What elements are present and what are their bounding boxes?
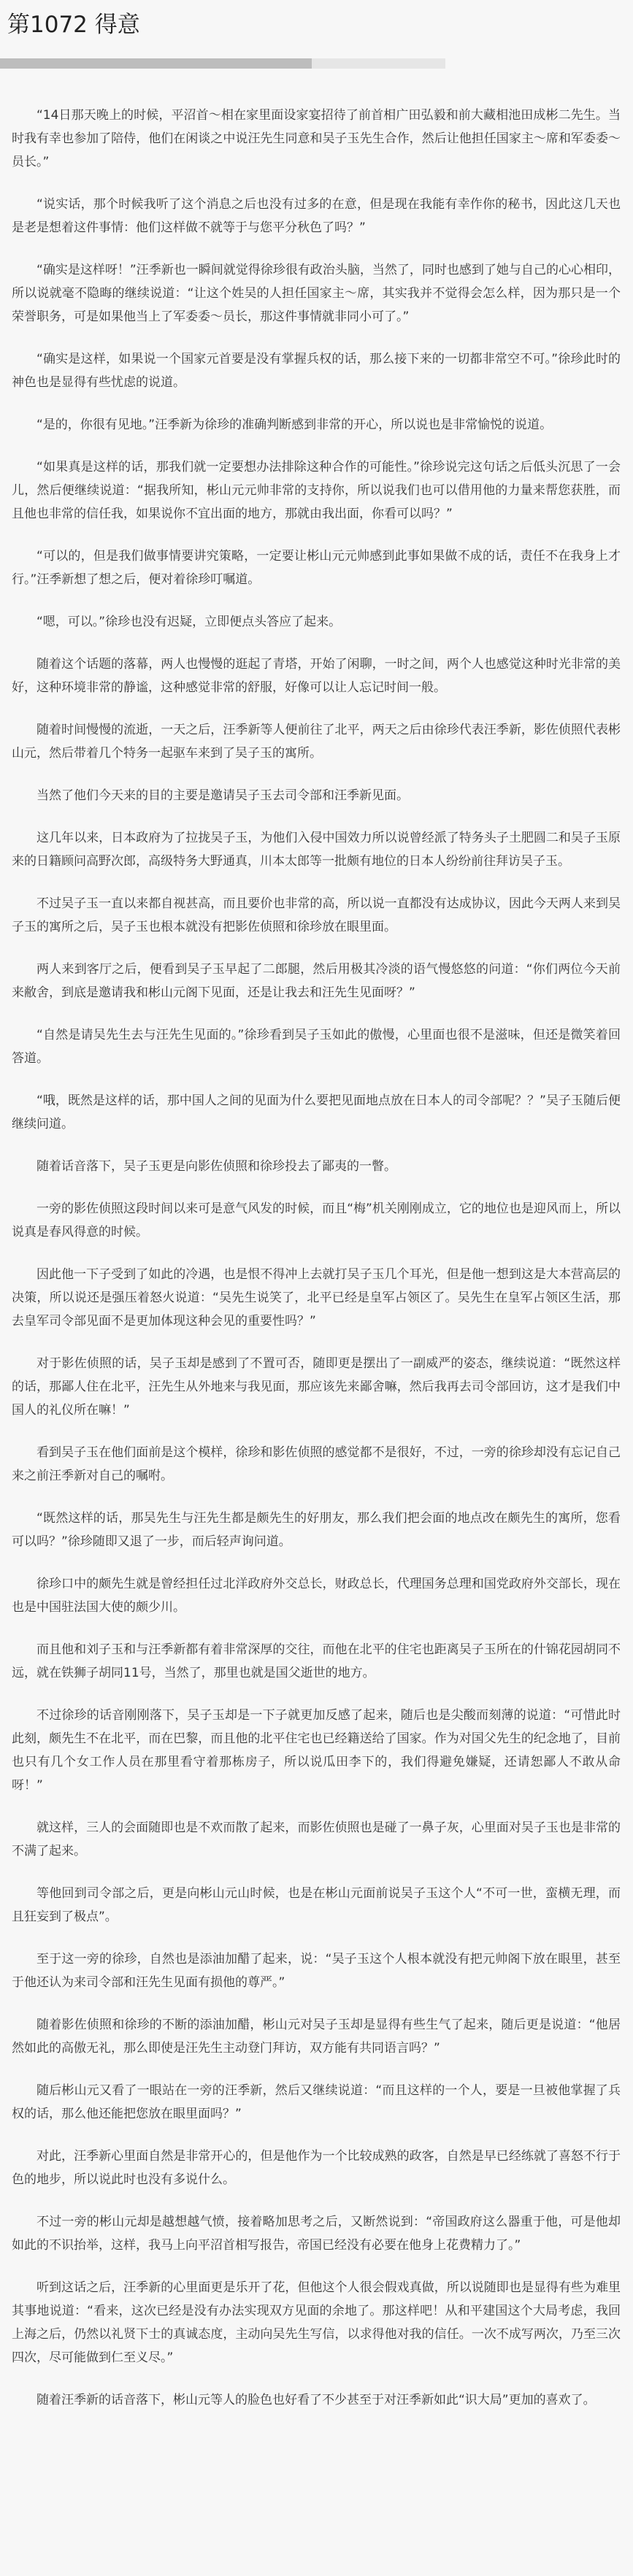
paragraph: “14日那天晚上的时候，平沼首～相在家里面设家宴招待了前首相广田弘毅和前大藏相池田成彬二先生。当时我有幸也参加了陪侍，他们在闲谈之中说汪先生同意和吴子玉先生合作，然后让他担任国家主～席和军委委～员长。”: [12, 108, 621, 169]
paragraph: 随着这个话题的落幕，两人也慢慢的逛起了青塔，开始了闲聊，一时之间，两个人也感觉这种时光非常的美好，这种环境非常的静谧，这种感觉非常的舒服，好像可以让人忘记时间一般。: [12, 657, 621, 695]
paragraph: “说实话，那个时候我听了这个消息之后也没有过多的在意，但是现在我能有幸作你的秘书，因此这几天也是老是想着这件事情：他们这样做不就等于与您平分秋色了吗？”: [12, 197, 621, 235]
paragraph: “嗯，可以。”徐珍也没有迟疑，立即便点头答应了起来。: [37, 615, 342, 629]
paragraph: “既然这样的话，那吴先生与汪先生都是颇先生的好朋友，那么我们把会面的地点改在颇先生的寓所，您看可以吗？”徐珍随即又退了一步，而后轻声询问道。: [12, 1511, 621, 1549]
paragraph: “如果真是这样的话，那我们就一定要想办法排除这种合作的可能性。”徐珍说完这句话之后低头沉思了一会儿，然后便继续说道：“据我所知，彬山元元帅非常的支持你，所以说我们也可以借用他的力量来帮您获胜，而且他也非常的信任我，如果说你不宜出面的地方，那就由我出面，你看可以吗？”: [12, 460, 621, 521]
paragraph: 因此他一下子受到了如此的冷遇，也是恨不得冲上去就打吴子玉几个耳光，但是他一想到这是大本营高层的决策，所以说还是强压着怒火说道：“吴先生说笑了，北平已经是皇军占领区了。吴先生在皇军占领区生活，那去皇军司令部见面不是更加体现这种会见的重要性吗？”: [12, 1267, 621, 1329]
paragraph: 看到吴子玉在他们面前是这个模样，徐珍和影佐侦照的感觉都不是很好，不过，一旁的徐珍却没有忘记自己来之前汪季新对自己的嘱咐。: [12, 1445, 621, 1483]
paragraph: “自然是请吴先生去与汪先生见面的。”徐珍看到吴子玉如此的傲慢，心里面也很不是滋味，但还是微笑着回答道。: [12, 1028, 621, 1066]
paragraph: 听到这话之后，汪季新的心里面更是乐开了花，但他这个人很会假戏真做，所以说随即也是显得有些为难里其事地说道：“看来，这次已经是没有办法实现双方见面的余地了。那这样吧！从和平建国这个大局考虑，我回上海之后，仍然以礼贤下士的真诚态度，主动向吴先生写信，以求得他对我的信任。一次不成写两次，乃至三次四次，尽可能做到仁至义尽。”: [12, 2280, 621, 2365]
paragraph: 这几年以来，日本政府为了拉拢吴子玉，为他们入侵中国效力所以说曾经派了特务头子土肥圆二和吴子玉原来的日籍顾问高野次郎，高级特务大野通真，川本太郎等一批颇有地位的日本人纷纷前往拜访吴子玉。: [12, 831, 621, 869]
chapter-content: [12, 104, 621, 2431]
paragraph: 当然了他们今天来的目的主要是邀请吴子玉去司令部和汪季新见面。: [37, 788, 409, 803]
paragraph: 就这样，三人的会面随即也是不欢而散了起来，而影佐侦照也是碰了一鼻子灰，心里面对吴子玉也是非常的不满了起来。: [12, 1820, 621, 1858]
paragraph: 对于影佐侦照的话，吴子玉却是感到了不置可否，随即更是摆出了一副威严的姿态，继续说道：“既然这样的话，那鄙人住在北平，汪先生从外地来与我见面，那应该先来鄙舍嘛，然后我再去司令部回访，这才是我们中国人的礼仪所在嘛！”: [12, 1356, 621, 1418]
paragraph: 随着汪季新的话音落下，彬山元等人的脸色也好看了不少甚至于对汪季新如此“识大局”更加的喜欢了。: [37, 2393, 596, 2407]
paragraph: 不过徐珍的话音刚刚落下，吴子玉却是一下子就更加反感了起来，随后也是尖酸而刻薄的说道：“可惜此时此刻，颇先生不在北平，而在巴黎，而且他的北平住宅也已经籍送给了国家。作为对国父先生的纪念地了，目前也只有几个女工作人员在那里看守着那栋房子，所以说瓜田李下的，我们得避免嫌疑，还请恕鄙人不敢从命呀！”: [12, 1708, 621, 1793]
paragraph: “确实是这样，如果说一个国家元首要是没有掌握兵权的话，那么接下来的一切都非常空不可。”徐珍此时的神色也是显得有些忧虑的说道。: [12, 352, 621, 390]
paragraph: “哦，既然是这样的话，那中国人之间的见面为什么要把见面地点放在日本人的司令部呢？？”吴子玉随后便继续问道。: [12, 1093, 621, 1131]
paragraph: 不过吴子玉一直以来都自视甚高，而且要价也非常的高，所以说一直都没有达成协议，因此今天两人来到吴子玉的寓所之后，吴子玉也根本就没有把影佐侦照和徐珍放在眼里面。: [12, 896, 621, 934]
paragraph: 两人来到客厅之后，便看到吴子玉早起了二郎腿，然后用极其冷淡的语气慢悠悠的问道：“你们两位今天前来敝舍，到底是邀请我和彬山元阁下见面，还是让我去和汪先生见面呀？”: [12, 962, 621, 1000]
paragraph: “确实是这样呀！”汪季新也一瞬间就觉得徐珍很有政治头脑，当然了，同时也感到了她与自己的心心相印，所以说就毫不隐晦的继续说道：“让这个姓吴的人担任国家主～席，其实我并不觉得会怎么样，因为那只是一个荣誉职务，可是如果他当上了军委委～员长，那这件事情就非同小可了。”: [12, 263, 621, 324]
paragraph: 随后彬山元又看了一眼站在一旁的汪季新，然后又继续说道：“而且这样的一个人，要是一旦被他掌握了兵权的话，那么他还能把您放在眼里面吗？”: [12, 2083, 621, 2121]
reading-progress-fill: [0, 58, 312, 69]
paragraph: 而且他和刘子玉和与汪季新都有着非常深厚的交往，而他在北平的住宅也距离吴子玉所在的什锦花园胡同不远，就在铁狮子胡同11号，当然了，那里也就是国父逝世的地方。: [12, 1642, 621, 1680]
paragraph: 不过一旁的彬山元却是越想越气愤，接着略加思考之后，又断然说到：“帝国政府这么器重于他，可是他却如此的不识抬举，这样，我马上向平沼首相写报告，帝国已经没有必要在他身上花费精力了。”: [12, 2215, 621, 2253]
paragraph: “可以的，但是我们做事情要讲究策略，一定要让彬山元元帅感到此事如果做不成的话，责任不在我身上才行。”汪季新想了想之后，便对着徐珍叮嘱道。: [12, 549, 621, 587]
paragraph: 等他回到司令部之后，更是向彬山元山时候，也是在彬山元面前说吴子玉这个人“不可一世，蛮横无理，而且狂妄到了极点”。: [12, 1886, 621, 1924]
paragraph: 随着时间慢慢的流逝，一天之后，汪季新等人便前往了北平，两天之后由徐珍代表汪季新，影佐侦照代表彬山元，然后带着几个特务一起驱车来到了吴子玉的寓所。: [12, 723, 621, 761]
chapter-title: 第1072 得意: [7, 12, 140, 38]
paragraph: 至于这一旁的徐珍，自然也是添油加醋了起来，说：“吴子玉这个人根本就没有把元帅阁下放在眼里，甚至于他还认为来司令部和汪先生见面有损他的尊严。”: [12, 1952, 621, 1990]
reading-progress-bar: [0, 58, 445, 69]
paragraph: “是的，你很有见地。”汪季新为徐珍的准确判断感到非常的开心，所以说也是非常愉悦的说道。: [37, 418, 553, 432]
paragraph: 随着话音落下，吴子玉更是向影佐侦照和徐珍投去了鄙夷的一瞥。: [37, 1159, 396, 1174]
paragraph: 随着影佐侦照和徐珍的不断的添油加醋，彬山元对吴子玉却是显得有些生气了起来，随后更是说道：“他居然如此的高傲无礼，那么即使是汪先生主动登门拜访，双方能有共同语言吗？”: [12, 2018, 621, 2056]
paragraph: 对此，汪季新心里面自然是非常开心的，但是他作为一个比较成熟的政客，自然是早已经练就了喜怒不行于色的地步，所以说此时也没有多说什么。: [12, 2149, 621, 2187]
paragraph: 徐珍口中的颇先生就是曾经担任过北洋政府外交总长，财政总长，代理国务总理和国党政府外交部长，现在也是中国驻法国大使的颇少川。: [12, 1577, 621, 1615]
paragraph: 一旁的影佐侦照这段时间以来可是意气风发的时候，而且“梅”机关刚刚成立，它的地位也是迎风而上，所以说真是春风得意的时候。: [12, 1202, 621, 1239]
